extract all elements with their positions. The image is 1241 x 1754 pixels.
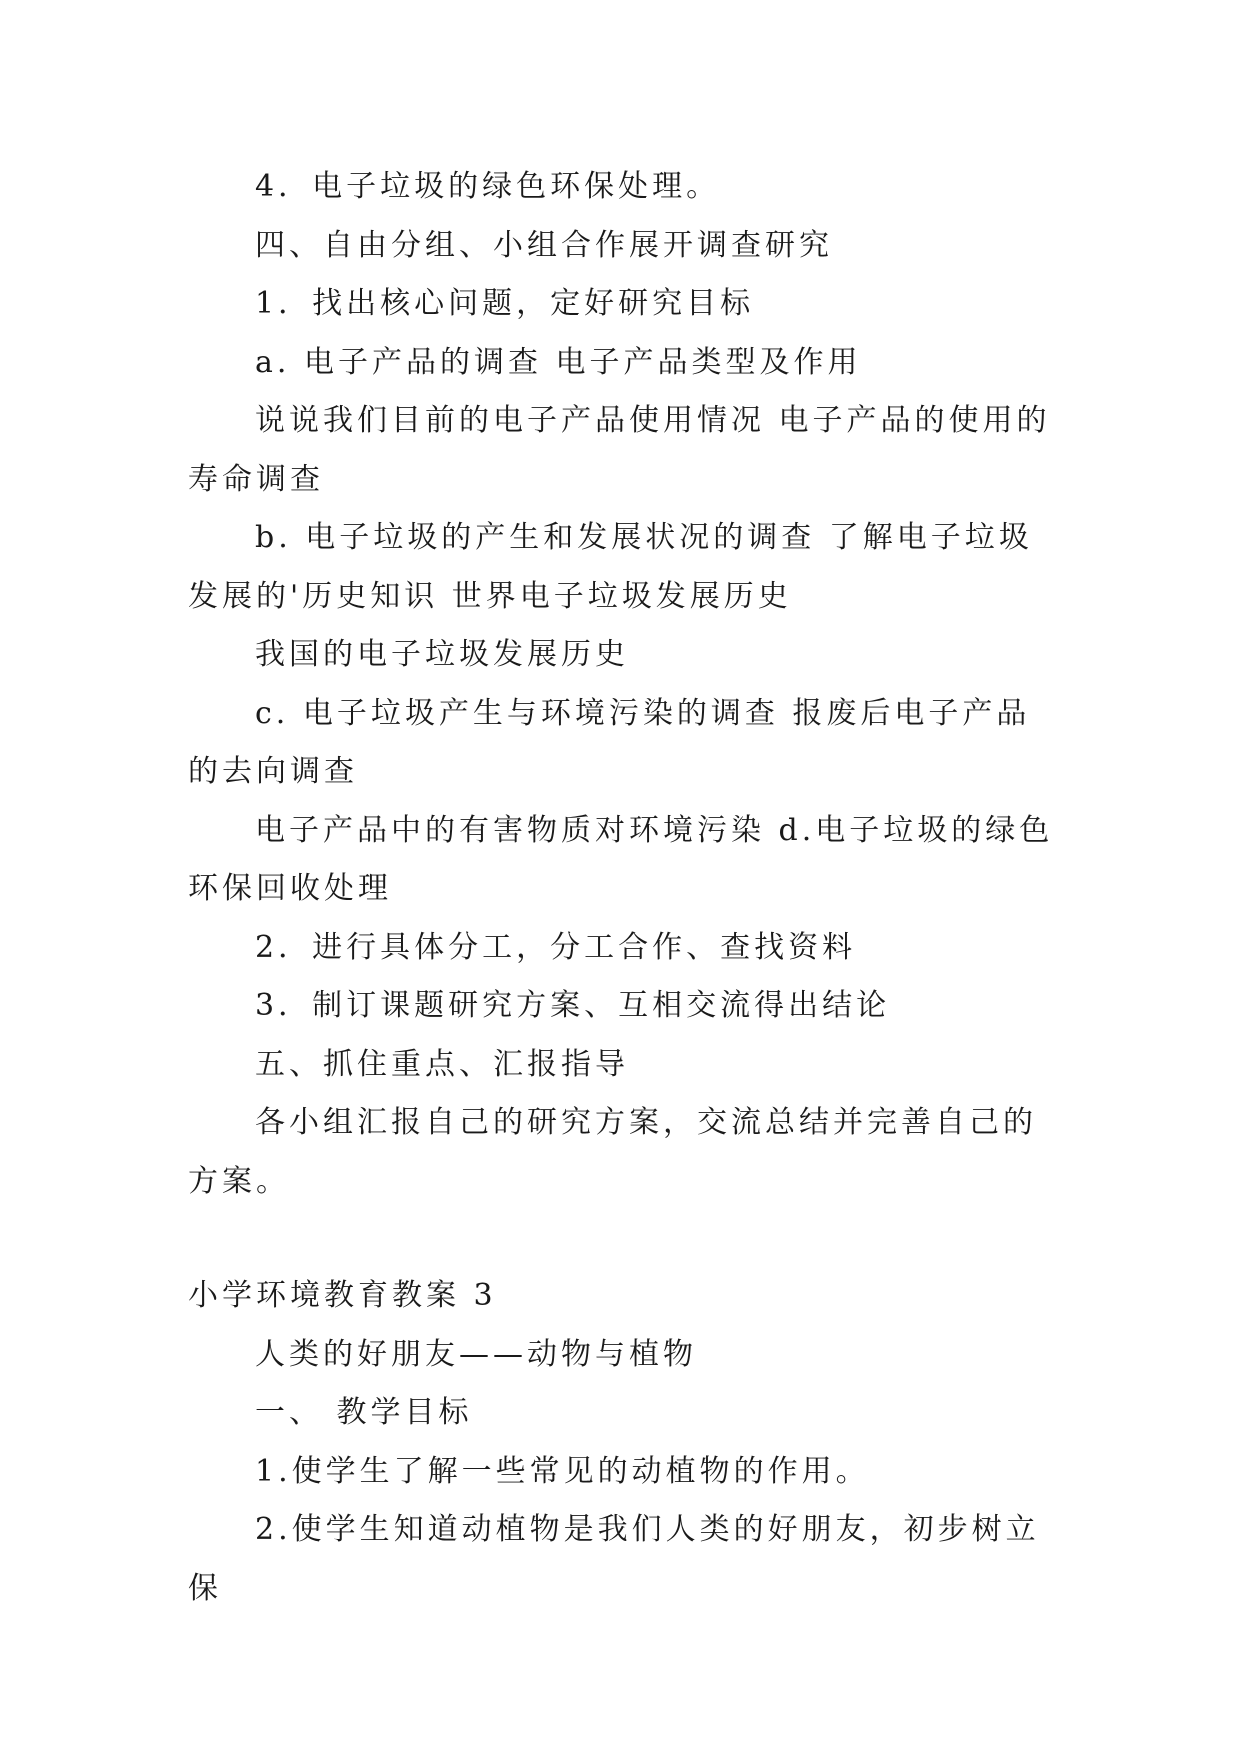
paragraph: 4．电子垃圾的绿色环保处理。 — [255, 169, 721, 204]
paragraph: 我国的电子垃圾发展历史 — [255, 637, 629, 672]
paragraph: 2．进行具体分工，分工合作、查找资料 — [255, 929, 857, 965]
paragraph: b. 电子垃圾的产生和发展状况的调查 了解电子垃圾发展的'历史知识 世界电子垃圾发展历史 — [188, 520, 1033, 614]
paragraph: 人类的好朋友——动物与植物 — [255, 1336, 697, 1372]
paragraph: 一、 教学目标 — [255, 1395, 473, 1430]
paragraph: 1．找出核心问题，定好研究目标 — [255, 286, 755, 321]
paragraph: 说说我们目前的电子产品使用情况 电子产品的使用的寿命调查 — [188, 403, 1051, 497]
paragraph: 四、自由分组、小组合作展开调查研究 — [255, 227, 833, 263]
section-title: 小学环境教育教案 3 — [188, 1278, 497, 1313]
paragraph: 1.使学生了解一些常见的动植物的作用。 — [255, 1453, 870, 1489]
paragraph: 电子产品中的有害物质对环境污染 d.电子垃圾的绿色环保回收处理 — [188, 812, 1054, 906]
paragraph: 3．制订课题研究方案、互相交流得出结论 — [255, 988, 891, 1023]
paragraph: 各小组汇报自己的研究方案，交流总结并完善自己的方案。 — [188, 1105, 1037, 1199]
paragraph: a. 电子产品的调查 电子产品类型及作用 — [255, 344, 862, 380]
document-body — [188, 158, 1058, 1618]
paragraph: c. 电子垃圾产生与环境污染的调查 报废后电子产品的去向调查 — [188, 695, 1031, 789]
paragraph: 五、抓住重点、汇报指导 — [255, 1046, 629, 1082]
paragraph: 2.使学生知道动植物是我们人类的好朋友，初步树立保 — [188, 1512, 1040, 1606]
